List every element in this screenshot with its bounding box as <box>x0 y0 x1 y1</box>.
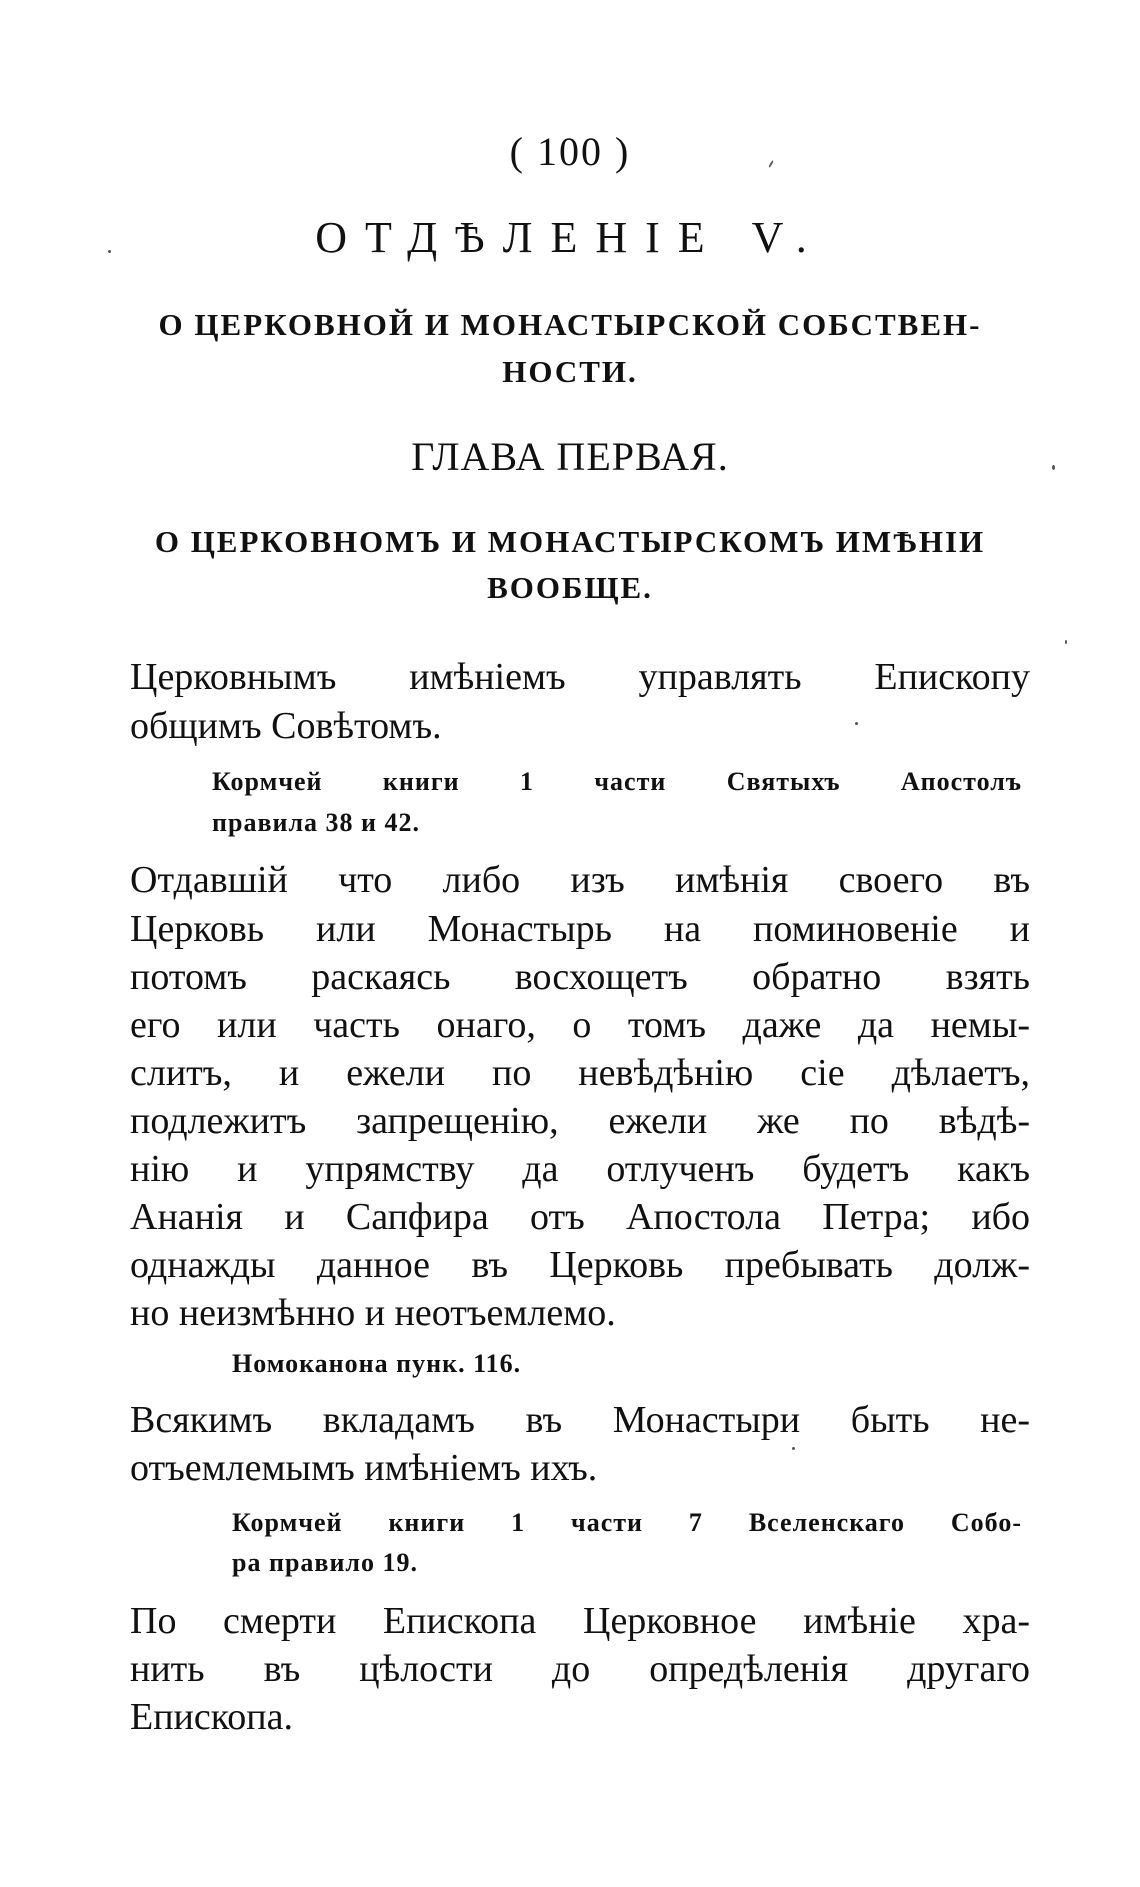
section-title-line-1: О ЦЕРКОВНОЙ И МОНАСТЫРСКОЙ СОБСТВЕН- <box>158 307 982 342</box>
paragraph-2-line: Церковь или Монастырь на поминовеніе и <box>130 908 1030 950</box>
paragraph-2-line: подлежитъ запрещенію, ежели же по вѣдѣ- <box>130 1100 1030 1142</box>
citation-note-1-line: Кормчей книги 1 части Святыхъ Апостолъ <box>212 767 1022 796</box>
paragraph-2-line: однажды данное въ Церковь пребывать долж- <box>130 1244 1030 1286</box>
scan-speck <box>1065 640 1067 644</box>
paragraph-3-line: Всякимъ вкладамъ въ Монастыри быть не- <box>130 1399 1030 1441</box>
chapter-heading: ГЛАВА ПЕРВАЯ. <box>411 434 729 479</box>
citation-note-1-line: правила 38 и 42. <box>212 808 421 837</box>
paragraph-1-line: общимъ Совѣтомъ. <box>130 705 442 747</box>
paragraph-2-line: его или часть онаго, о томъ даже да немы- <box>130 1004 1030 1046</box>
scan-speck <box>792 1447 795 1450</box>
paragraph-2-line: нію и упрямству да отлученъ будетъ какъ <box>130 1148 1030 1190</box>
section-title-line-2: НОСТИ. <box>502 354 638 389</box>
paragraph-2-line: Отдавшій что либо изъ имѣнія своего въ <box>130 859 1030 901</box>
paragraph-4-line: нить въ цѣлости до опредѣленія другаго <box>130 1648 1030 1690</box>
section-heading: ОТДѢЛЕНІЕ V. <box>315 213 825 262</box>
paragraph-2-line: Ананія и Сапфира отъ Апостола Петра; ибо <box>130 1196 1030 1238</box>
paragraph-4-line: Епископа. <box>130 1696 293 1738</box>
paragraph-4-line: По смерти Епископа Церковное имѣніе хра- <box>130 1600 1030 1642</box>
paragraph-2-line: но неизмѣнно и неотъемлемо. <box>130 1292 616 1334</box>
scan-speck <box>108 250 111 253</box>
paragraph-2-line: потомъ раскаясь восхощетъ обратно взять <box>130 956 1030 998</box>
page-number: ( 100 ) <box>509 129 631 174</box>
citation-note-3-line: Кормчей книги 1 части 7 Вселенскаго Собо- <box>232 1508 1022 1537</box>
paragraph-1-line: Церковнымъ имѣніемъ управлять Епископу <box>130 656 1030 698</box>
scan-speck <box>1052 465 1055 470</box>
citation-note-2-line: Номоканона пунк. 116. <box>232 1349 522 1378</box>
chapter-title-line-1: О ЦЕРКОВНОМЪ И МОНАСТЫРСКОМЪ ИМѢНІИ <box>154 524 986 559</box>
paragraph-3-line: отъемлемымъ имѣніемъ ихъ. <box>130 1447 598 1489</box>
chapter-title-line-2: ВООБЩЕ. <box>487 570 653 605</box>
citation-note-3-line: ра правило 19. <box>232 1548 419 1577</box>
paragraph-2-line: слитъ, и ежели по невѣдѣнію сіе дѣлаетъ, <box>130 1052 1030 1094</box>
scan-speck <box>855 722 858 725</box>
